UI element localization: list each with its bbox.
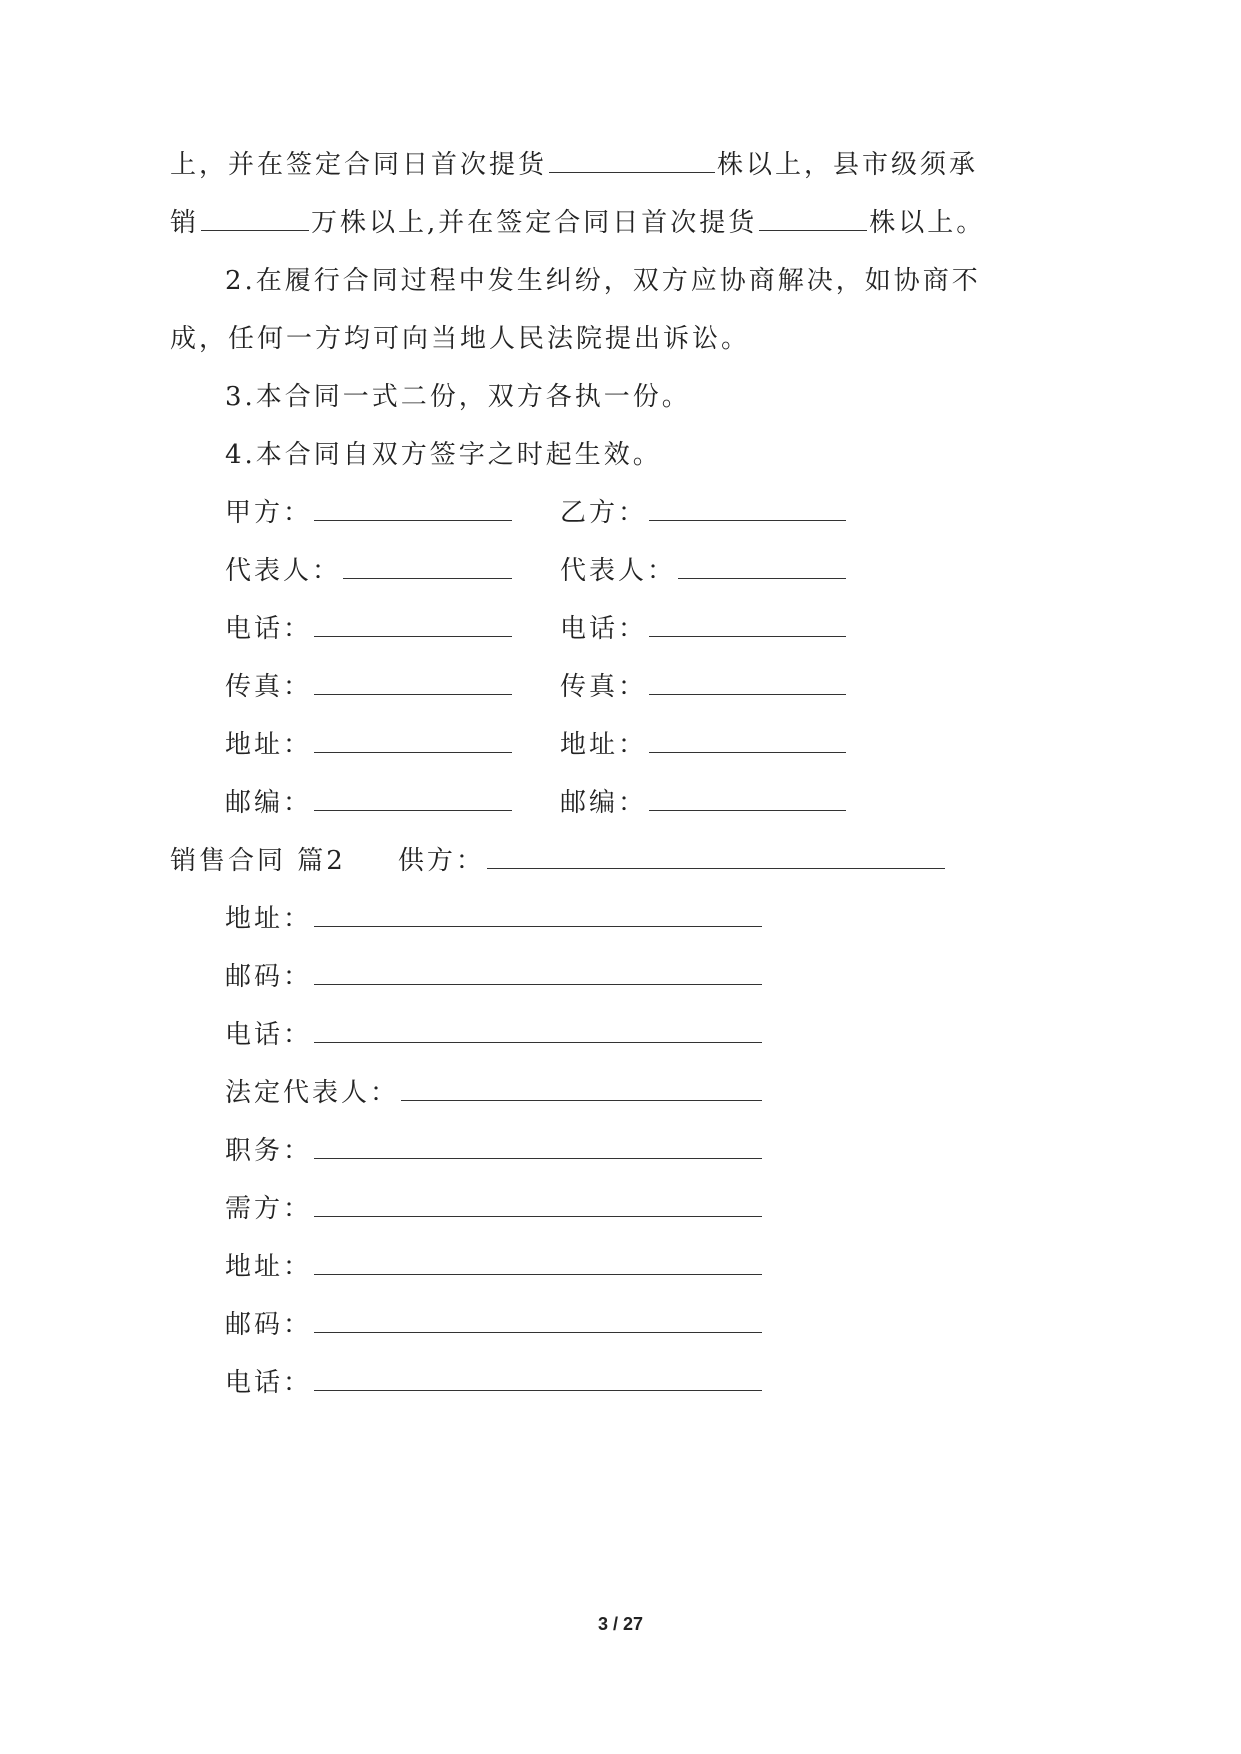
signature-row — [560, 728, 848, 762]
blank-field — [314, 612, 512, 637]
signature-label: 邮编： — [560, 788, 648, 818]
contract-field-row — [225, 1308, 764, 1342]
blank-field — [649, 670, 846, 695]
blank-field — [314, 1366, 762, 1391]
blank-field — [549, 148, 715, 173]
signature-row — [560, 670, 848, 704]
signature-row — [225, 554, 514, 588]
text-segment: 株以上。 — [869, 208, 986, 238]
blank-field — [314, 1018, 762, 1043]
clause-3: 3.本合同一式二份，双方各执一份。 — [225, 382, 691, 412]
signature-label: 乙方： — [560, 498, 648, 528]
blank-field — [314, 1192, 762, 1217]
clause-2-line-2: 成，任何一方均可向当地人民法院提出诉讼。 — [170, 324, 751, 354]
supplier-blank — [487, 844, 945, 869]
signature-row — [225, 728, 514, 762]
signature-row — [225, 670, 514, 704]
blank-field — [649, 612, 846, 637]
blank-field — [201, 206, 309, 231]
text-segment: 上，并在签定合同日首次提货 — [170, 150, 548, 180]
blank-field — [649, 728, 846, 753]
paragraph-line-2 — [170, 206, 985, 240]
blank-field — [343, 554, 512, 579]
contract-2-heading-line — [170, 844, 947, 878]
signature-row — [225, 496, 514, 530]
signature-row — [225, 612, 514, 646]
clause-4: 4.本合同自双方签字之时起生效。 — [225, 440, 662, 470]
blank-field — [759, 206, 867, 231]
contract-field-row — [225, 1018, 764, 1052]
text-segment: 万株以上,并在签定合同日首次提货 — [311, 208, 758, 238]
field-label: 邮码： — [225, 1310, 313, 1340]
contract-field-row — [225, 1134, 764, 1168]
blank-field — [314, 728, 512, 753]
field-label: 邮码： — [225, 962, 313, 992]
signature-label: 邮编： — [225, 788, 313, 818]
contract-field-row — [225, 1366, 764, 1400]
text-segment: 株以上，县市级须承 — [717, 150, 979, 180]
field-label: 电话： — [225, 1368, 313, 1398]
signature-label: 传真： — [225, 672, 313, 702]
signature-row — [560, 786, 848, 820]
text-segment: 销 — [170, 208, 200, 238]
blank-field — [314, 786, 512, 811]
field-label: 电话： — [225, 1020, 313, 1050]
page-number: 3 / 27 — [597, 1614, 644, 1634]
blank-field — [649, 496, 846, 521]
field-label: 需方： — [225, 1194, 313, 1224]
contract-field-row — [225, 960, 764, 994]
contract-field-row — [225, 1250, 764, 1284]
paragraph-line-1 — [170, 148, 978, 182]
signature-row — [560, 496, 848, 530]
field-label: 地址： — [225, 1252, 313, 1282]
contract-field-row — [225, 1192, 764, 1226]
field-label: 地址： — [225, 904, 313, 934]
blank-field — [314, 1308, 762, 1333]
signature-label: 地址： — [560, 730, 648, 760]
contract-field-row — [225, 902, 764, 936]
signature-row — [560, 554, 848, 588]
blank-field — [314, 960, 762, 985]
signature-label: 代表人： — [225, 556, 342, 586]
field-label: 职务： — [225, 1136, 313, 1166]
section-heading: 销售合同 篇2 — [170, 846, 346, 876]
supplier-label: 供方： — [397, 846, 485, 876]
contract-field-row — [225, 1076, 764, 1110]
blank-field — [314, 1250, 762, 1275]
signature-label: 代表人： — [560, 556, 677, 586]
field-label: 法定代表人： — [225, 1078, 400, 1108]
blank-field — [649, 786, 846, 811]
signature-label: 甲方： — [225, 498, 313, 528]
blank-field — [314, 1134, 762, 1159]
blank-field — [401, 1076, 762, 1101]
signature-label: 电话： — [560, 614, 648, 644]
signature-label: 电话： — [225, 614, 313, 644]
blank-field — [314, 496, 512, 521]
blank-field — [314, 902, 762, 927]
signature-row — [225, 786, 514, 820]
signature-row — [560, 612, 848, 646]
blank-field — [678, 554, 846, 579]
signature-label: 传真： — [560, 672, 648, 702]
signature-label: 地址： — [225, 730, 313, 760]
clause-2-line-1: 2.在履行合同过程中发生纠纷，双方应协商解决，如协商不 — [225, 266, 981, 296]
blank-field — [314, 670, 512, 695]
